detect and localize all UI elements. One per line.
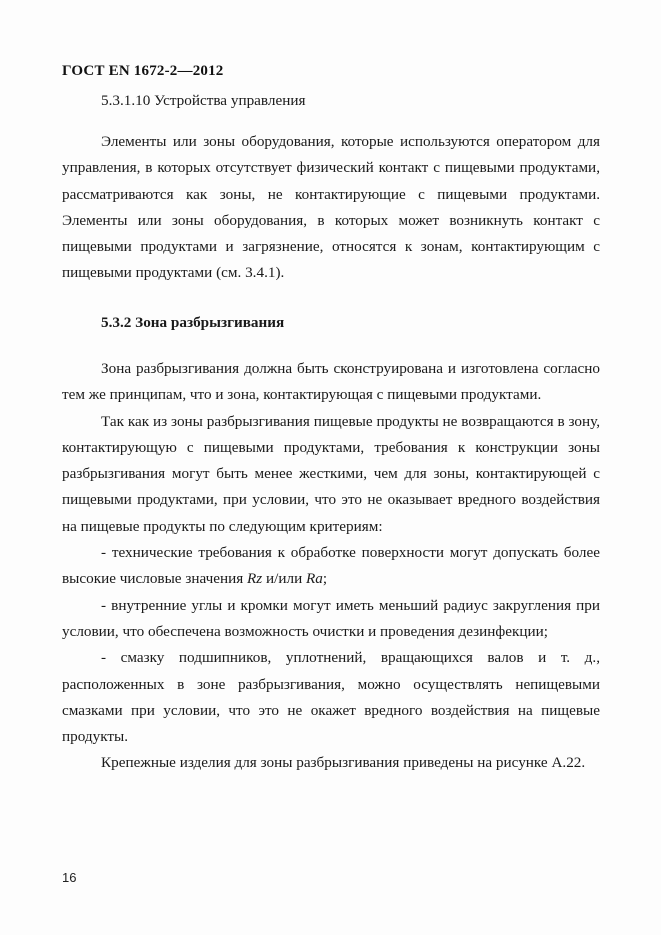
- list-item: [62, 540, 600, 593]
- section-5-3-2-body: [62, 356, 600, 777]
- ra-symbol: Ra: [306, 570, 323, 588]
- document-header: ГОСТ EN 1672-2—2012: [62, 63, 224, 79]
- section-title: 5.3.1.10 Устройства управления: [101, 92, 306, 109]
- page-number: 16: [62, 870, 77, 885]
- list-item-text: и/или: [262, 570, 306, 588]
- rz-symbol: Rz: [247, 570, 263, 588]
- section-5-3-1-10: [62, 88, 600, 114]
- section-5-3-1-10-body: [62, 129, 600, 287]
- paragraph: Крепежные изделия для зоны разбрызгивания приведены на рисунке А.22.: [101, 754, 586, 772]
- list-item-text: - технические требования к обработке поверхности могут допускать более высокие числовые значения: [62, 544, 600, 588]
- list-item: - внутренние углы и кромки могут иметь меньший радиус закругления при условии, что обеспечена возможность очистки и проведения дезинфекции;: [62, 596, 600, 640]
- paragraph: Элементы или зоны оборудования, которые используются оператором для управления, в которых отсутствует физический контакт с пищевыми продуктами, рассматриваются как зоны, не контактирующие с пищевыми продуктами. Элементы или зоны оборудования, в которых может возникнуть контакт с пищевыми продуктами и загрязнение, относятся к зонам, контактирующим с пищевыми продуктами (см. 3.4.1).: [62, 133, 600, 282]
- section-5-3-2-heading: [62, 310, 600, 336]
- section-title: 5.3.2 Зона разбрызгивания: [101, 314, 285, 331]
- list-item-text: ;: [322, 570, 328, 588]
- paragraph: Зона разбрызгивания должна быть сконструирована и изготовлена согласно тем же принципам, что и зона, контактирующая с пищевыми продуктами.: [62, 360, 600, 404]
- list-item: - смазку подшипников, уплотнений, вращающихся валов и т. д., расположенных в зоне разбрызгивания, можно осуществлять непищевыми смазками при условии, что это не окажет вредного воздействия на пищевые продукты.: [62, 649, 600, 746]
- paragraph: Так как из зоны разбрызгивания пищевые продукты не возвращаются в зону, контактирующую с пищевыми продуктами, требования к конструкции зоны разбрызгивания могут быть менее жесткими, чем для зоны, контактирующей с пищевыми продуктами, при условии, что это не оказывает вредного воздействия на пищевые продукты по следующим критериям:: [62, 412, 600, 535]
